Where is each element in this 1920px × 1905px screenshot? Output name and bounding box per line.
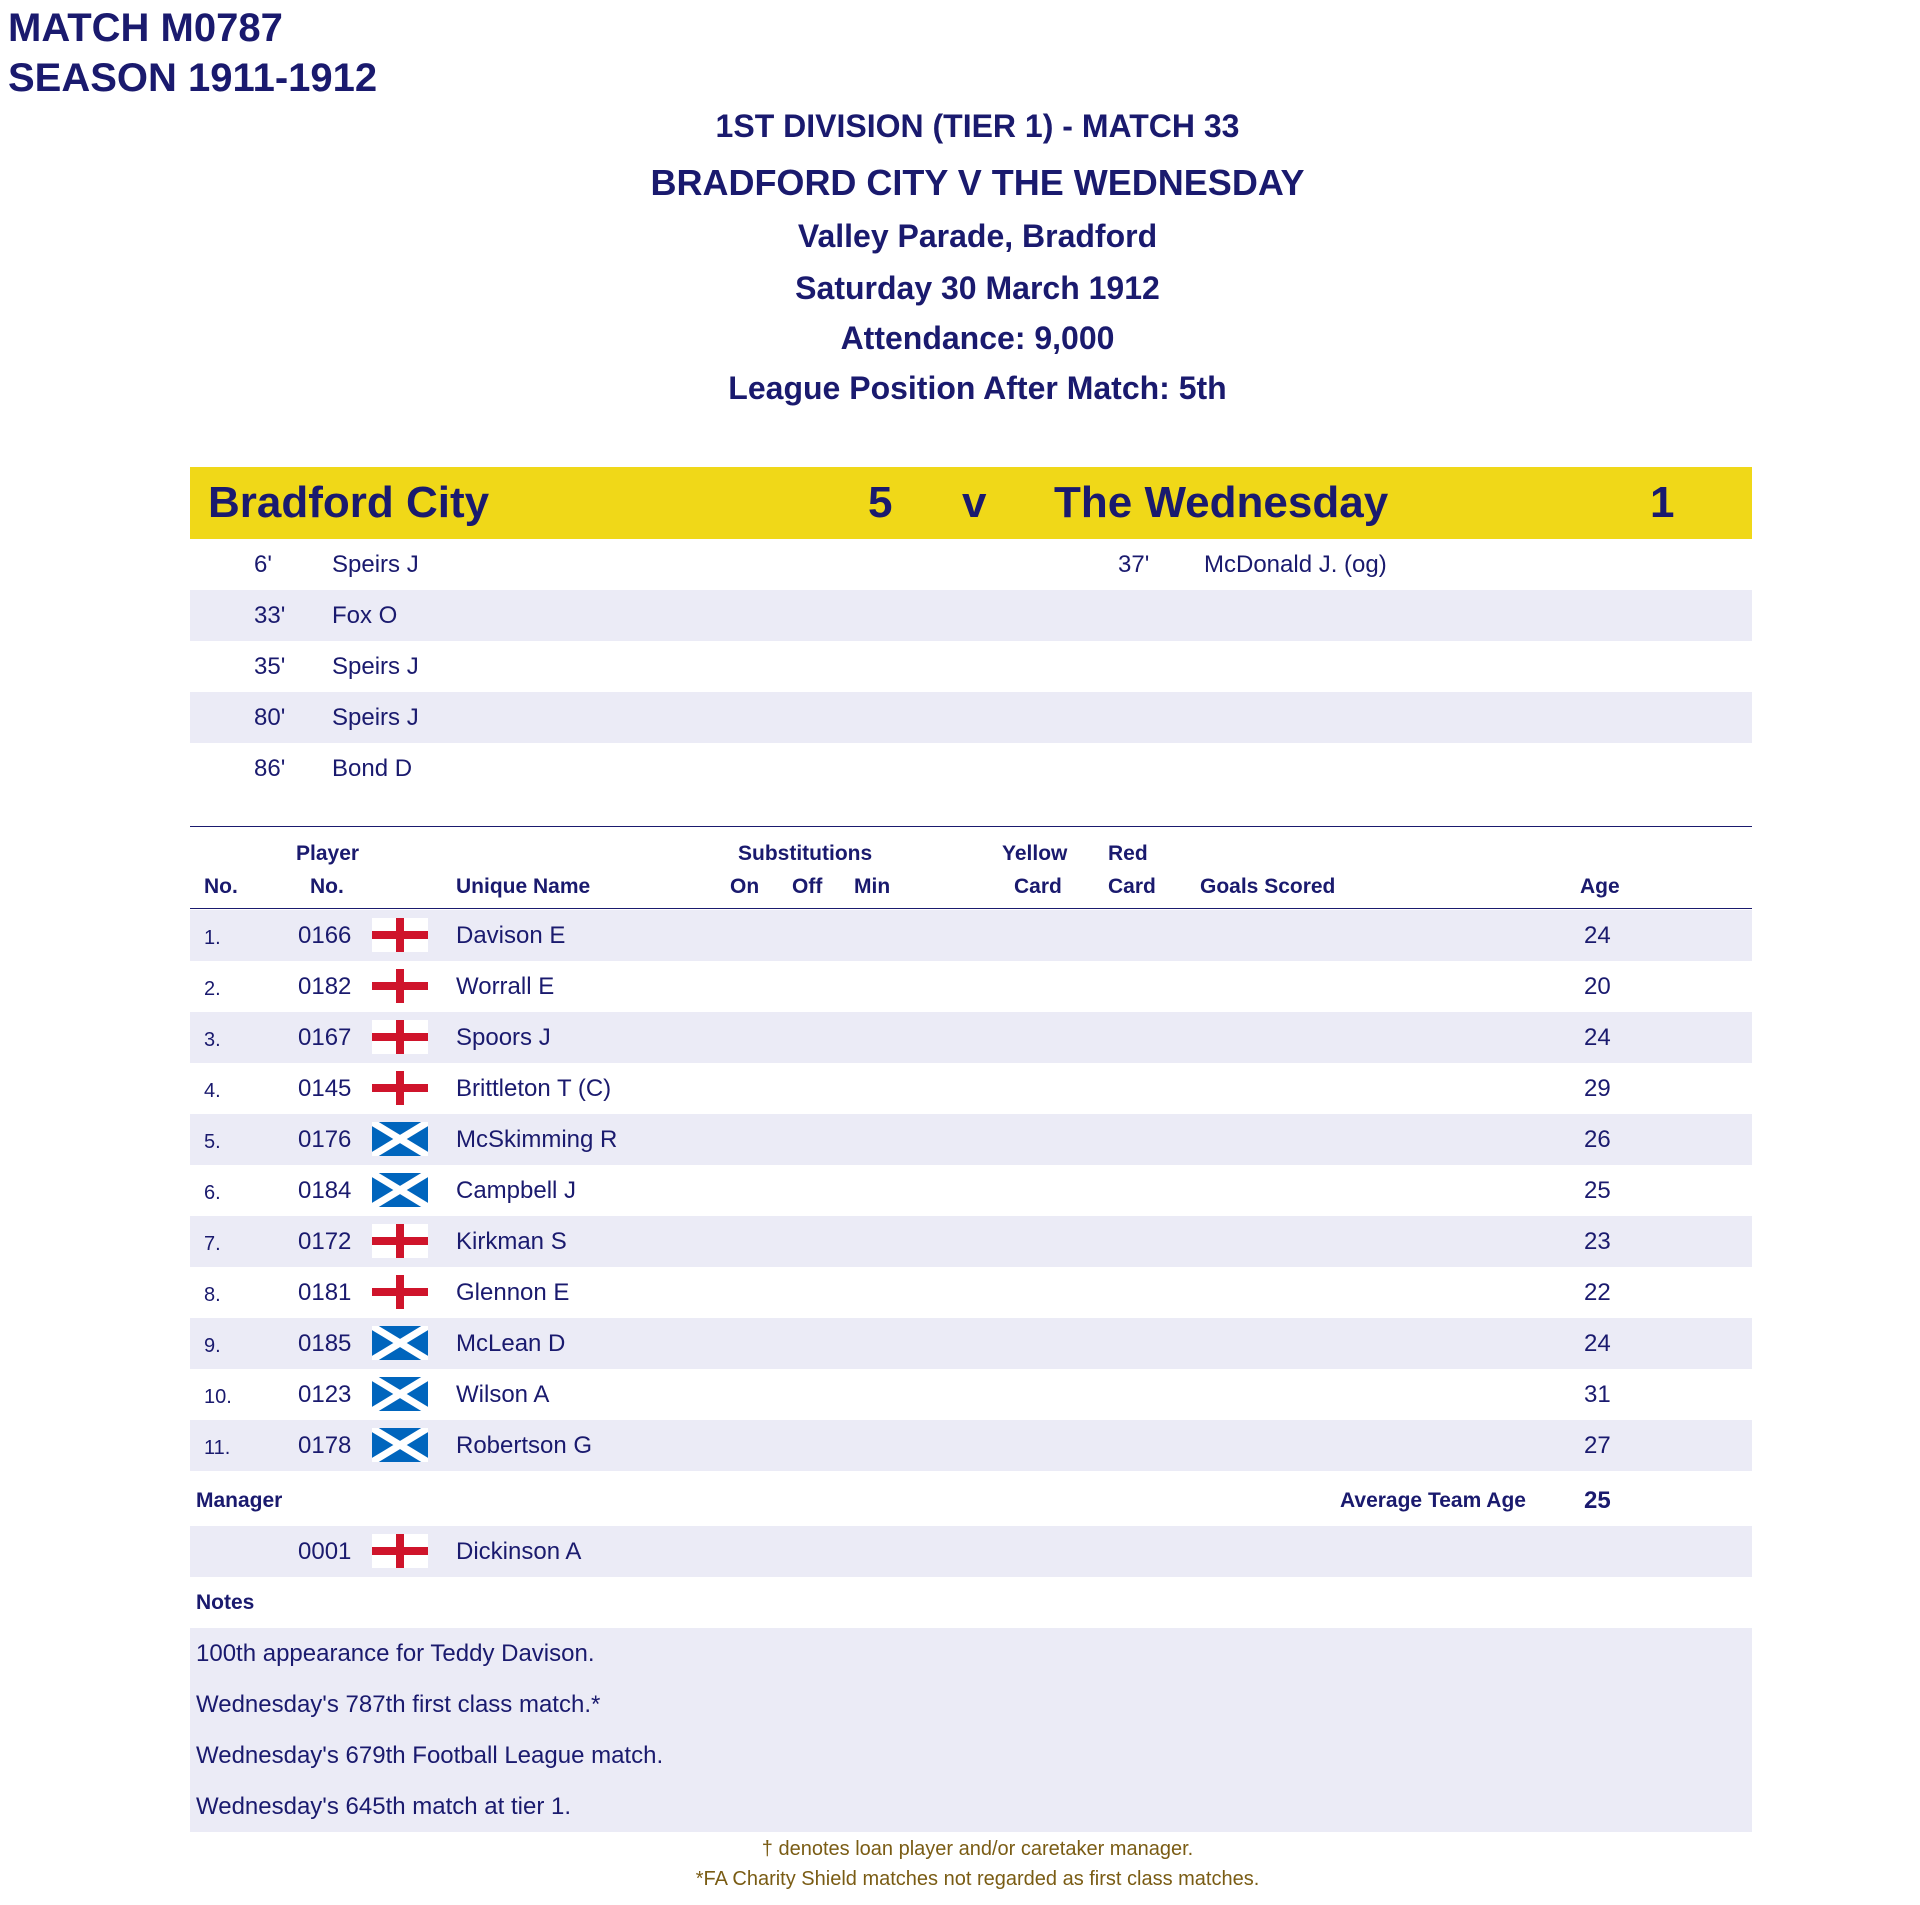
goal-minute: 35' (254, 653, 286, 680)
player-number: 0176 (298, 1126, 352, 1153)
row-number: 2. (204, 978, 221, 1000)
player-row (190, 1318, 1752, 1369)
manager-label: Manager (196, 1489, 283, 1512)
player-name: Kirkman S (456, 1228, 567, 1255)
notes-header (190, 1577, 1752, 1628)
player-name: Spoors J (456, 1024, 551, 1051)
note-text: Wednesday's 787th first class match.* (196, 1691, 601, 1718)
scotland-flag-icon (372, 1326, 428, 1360)
player-name: Glennon E (456, 1279, 570, 1306)
player-row (190, 1267, 1752, 1318)
player-number: 0123 (298, 1381, 352, 1408)
divider (190, 826, 1752, 827)
note-text: 100th appearance for Teddy Davison. (196, 1640, 595, 1667)
col-substitutions: Substitutions (738, 842, 873, 865)
player-row (190, 1165, 1752, 1216)
col-red-top: Red (1108, 842, 1148, 865)
col-sub-min: Min (854, 875, 891, 898)
col-unique-name: Unique Name (456, 875, 591, 898)
season: SEASON 1911-1912 (8, 56, 378, 100)
col-yellow-top: Yellow (1002, 842, 1068, 865)
goal-minute: 86' (254, 755, 286, 782)
row-number: 5. (204, 1131, 221, 1153)
avg-age-value: 25 (1584, 1487, 1611, 1514)
row-number: 6. (204, 1182, 221, 1204)
player-name: McSkimming R (456, 1126, 618, 1153)
goal-minute: 37' (1118, 551, 1150, 578)
row-number: 3. (204, 1029, 221, 1051)
col-yellow-bottom: Card (1014, 875, 1062, 898)
scotland-flag-icon (372, 1428, 428, 1462)
goal-minute: 33' (254, 602, 286, 629)
row-number: 1. (204, 927, 221, 949)
player-row (190, 1114, 1752, 1165)
goal-scorer: Fox O (332, 602, 398, 629)
player-age: 22 (1584, 1279, 1611, 1306)
player-number: 0184 (298, 1177, 352, 1204)
england-flag-icon (372, 1020, 428, 1054)
player-number: 0182 (298, 973, 352, 1000)
charity-footnote: *FA Charity Shield matches not regarded as first class matches. (695, 1868, 1260, 1890)
column-headers (190, 838, 1752, 906)
venue: Valley Parade, Bradford (797, 218, 1158, 254)
match-date: Saturday 30 March 1912 (795, 270, 1160, 306)
player-number: 0181 (298, 1279, 352, 1306)
row-number: 4. (204, 1080, 221, 1102)
notes-label: Notes (196, 1591, 255, 1614)
player-name: Worrall E (456, 973, 555, 1000)
player-age: 20 (1584, 973, 1611, 1000)
player-name: Davison E (456, 922, 566, 949)
match-id: MATCH M0787 (8, 6, 283, 50)
player-row (190, 1420, 1752, 1471)
scotland-flag-icon (372, 1122, 428, 1156)
player-name: Campbell J (456, 1177, 577, 1204)
note-item (190, 1679, 1752, 1730)
goal-scorer: Speirs J (332, 551, 419, 578)
player-row (190, 1216, 1752, 1267)
scotland-flag-icon (372, 1377, 428, 1411)
goal-row (190, 590, 1752, 641)
player-number: 0185 (298, 1330, 352, 1357)
player-row (190, 1012, 1752, 1063)
goal-row (190, 539, 1752, 590)
competition: 1ST DIVISION (TIER 1) - MATCH 33 (715, 108, 1240, 144)
england-flag-icon (372, 918, 428, 952)
col-player-no-top: Player (296, 842, 360, 865)
note-text: Wednesday's 679th Football League match. (196, 1742, 664, 1769)
col-no: No. (204, 875, 238, 898)
england-flag-icon (372, 1071, 428, 1105)
player-number: 0167 (298, 1024, 352, 1051)
player-name: Wilson A (456, 1381, 550, 1408)
fixture: BRADFORD CITY V THE WEDNESDAY (650, 162, 1305, 203)
player-age: 24 (1584, 922, 1611, 949)
goal-minute: 80' (254, 704, 286, 731)
league-position: League Position After Match: 5th (728, 370, 1227, 406)
player-number: 0178 (298, 1432, 352, 1459)
col-sub-off: Off (792, 875, 823, 898)
col-goals-scored: Goals Scored (1200, 875, 1336, 898)
note-item (190, 1628, 1752, 1679)
england-flag-icon (372, 1275, 428, 1309)
manager-name: Dickinson A (456, 1538, 582, 1565)
player-number: 0172 (298, 1228, 352, 1255)
avg-age-label: Average Team Age (1340, 1489, 1526, 1512)
row-number: 7. (204, 1233, 221, 1255)
manager-row (190, 1526, 1752, 1577)
player-row (190, 961, 1752, 1012)
player-age: 23 (1584, 1228, 1611, 1255)
note-text: Wednesday's 645th match at tier 1. (196, 1793, 572, 1820)
goal-scorer: Speirs J (332, 653, 419, 680)
player-number: 0145 (298, 1075, 352, 1102)
loan-footnote: † denotes loan player and/or caretaker manager. (761, 1838, 1194, 1860)
away-team: The Wednesday (1054, 478, 1389, 527)
versus-label: v (962, 478, 987, 527)
manager-no: 0001 (298, 1538, 352, 1565)
goal-scorer: Bond D (332, 755, 413, 782)
goal-minute: 6' (254, 551, 272, 578)
col-age: Age (1580, 875, 1620, 898)
row-number: 11. (204, 1437, 231, 1459)
col-red-bottom: Card (1108, 875, 1156, 898)
row-number: 10. (204, 1386, 232, 1408)
player-age: 25 (1584, 1177, 1611, 1204)
goal-row (190, 743, 1752, 794)
england-flag-icon (372, 969, 428, 1003)
england-flag-icon (372, 1534, 428, 1568)
away-score: 1 (1650, 478, 1675, 527)
col-player-no-bottom: No. (310, 875, 344, 898)
player-name: McLean D (456, 1330, 566, 1357)
home-score: 5 (868, 478, 893, 527)
row-number: 8. (204, 1284, 221, 1306)
player-number: 0166 (298, 922, 352, 949)
player-name: Brittleton T (C) (456, 1075, 612, 1102)
goal-scorer: McDonald J. (og) (1204, 551, 1387, 578)
scotland-flag-icon (372, 1173, 428, 1207)
goal-scorer: Speirs J (332, 704, 419, 731)
player-name: Robertson G (456, 1432, 593, 1459)
player-age: 24 (1584, 1330, 1611, 1357)
player-row (190, 1063, 1752, 1114)
player-age: 27 (1584, 1432, 1611, 1459)
attendance: Attendance: 9,000 (840, 320, 1115, 356)
player-row (190, 910, 1752, 961)
player-row (190, 1369, 1752, 1420)
player-age: 31 (1584, 1381, 1611, 1408)
divider (190, 908, 1752, 909)
player-age: 24 (1584, 1024, 1611, 1051)
england-flag-icon (372, 1224, 428, 1258)
col-sub-on: On (730, 875, 760, 898)
player-age: 29 (1584, 1075, 1611, 1102)
note-item (190, 1781, 1752, 1832)
home-team: Bradford City (208, 478, 490, 527)
goal-row (190, 641, 1752, 692)
row-number: 9. (204, 1335, 221, 1357)
note-item (190, 1730, 1752, 1781)
score-bar (190, 467, 1752, 539)
manager-header (190, 1475, 1752, 1526)
player-age: 26 (1584, 1126, 1611, 1153)
goal-row (190, 692, 1752, 743)
